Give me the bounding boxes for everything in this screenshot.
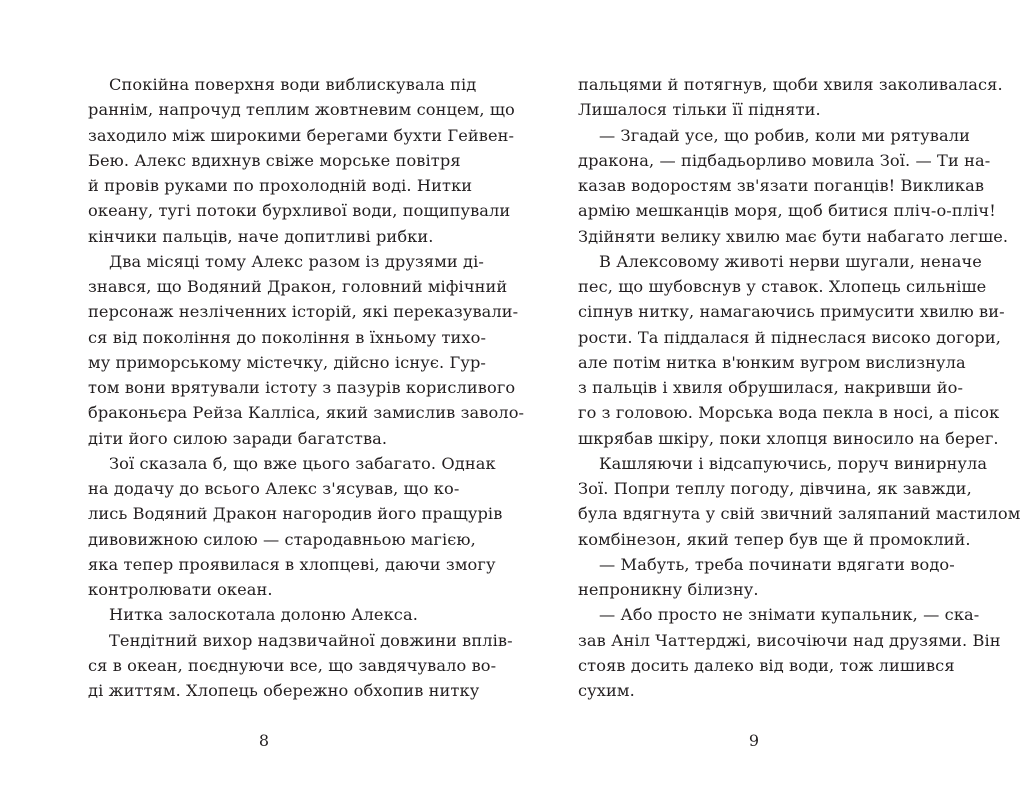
text-line: яка тепер проявилася в хлопцеві, даючи змогу	[88, 554, 496, 574]
text-line: заходило між широкими берегами бухти Гейвен-	[88, 125, 515, 145]
right-page-text	[578, 72, 1021, 703]
text-line: сухим.	[578, 681, 635, 700]
text-line: ся від покоління до покоління в їхньому тихо-	[88, 327, 487, 347]
paragraph	[88, 72, 515, 249]
text-line: — Мабуть, треба починати вдягати водо-	[599, 554, 955, 574]
text-line: Лишалося тільки її підняти.	[578, 100, 821, 120]
text-line: стояв досить далеко від води, тож лишився	[578, 655, 955, 675]
paragraph	[88, 249, 525, 451]
text-line: рости. Та піддалася й піднеслася високо догори,	[578, 327, 1002, 347]
text-line: Зої сказала б, що вже цього забагато. Однак	[109, 453, 496, 473]
text-line: том вони врятували істоту з пазурів корисливого	[88, 378, 516, 397]
text-line: дивовижною силою — стародавньою магією,	[88, 529, 476, 549]
left-page-text	[88, 72, 525, 703]
paragraph	[578, 451, 1021, 552]
text-line: армію мешканців моря, щоб битися пліч-о-пліч!	[578, 201, 996, 221]
paragraph	[88, 451, 503, 603]
text-line: — Або просто не знімати купальник, — ска-	[599, 605, 980, 625]
text-line: шкрябав шкіру, поки хлопця виносило на берег.	[578, 428, 999, 448]
text-line: на додачу до всього Алекс з'ясував, що ко-	[88, 479, 460, 498]
paragraph	[578, 602, 1001, 703]
text-line: браконьєра Рейза Калліса, який замислив заволо-	[88, 403, 525, 423]
text-line: Бею. Алекс вдихнув свіже морське повітря	[88, 150, 461, 170]
text-line: Спокійна поверхня води виблискувала під	[109, 75, 477, 94]
text-line: але потім нитка в'юнким вугром вислизнула	[578, 352, 966, 372]
text-line: кінчики пальців, наче допитливі рибки.	[88, 226, 434, 246]
text-line: пальцями й потягнув, щоби хвиля заколивалася.	[578, 75, 1003, 94]
text-line: Два місяці тому Алекс разом із друзями ді-	[109, 251, 484, 271]
paragraph	[88, 628, 513, 704]
text-line: — Згадай усе, що робив, коли ми рятували	[599, 125, 971, 145]
text-line: Тендітний вихор надзвичайної довжини вплів-	[109, 630, 513, 650]
text-line: казав водоростям зв'язати поганців! Викликав	[578, 176, 985, 195]
text-line: лись Водяний Дракон нагородив його пращурів	[88, 504, 503, 524]
text-line: ся в океан, поєднуючи все, що завдячувало во-	[88, 655, 497, 675]
text-line: Нитка залоскотала долоню Алекса.	[109, 605, 418, 625]
text-line: океану, тугі потоки бурхливої води, пощипували	[88, 201, 511, 221]
text-line: ді життям. Хлопець обережно обхопив нитку	[88, 681, 480, 700]
page-number-right: 9	[748, 731, 760, 750]
page-number-left: 8	[258, 731, 270, 750]
paragraph	[578, 552, 955, 603]
text-line: дракона, — підбадьорливо мовила Зої. — Ти на-	[578, 150, 991, 170]
paragraph	[578, 72, 1003, 123]
text-line: контролювати океан.	[88, 580, 273, 599]
text-line: Здійняти велику хвилю має бути набагато легше.	[578, 226, 1009, 246]
paragraph	[578, 249, 1005, 451]
text-line: го з головою. Морська вода пекла в носі, а пісок	[578, 403, 1000, 423]
text-line: діти його силою заради багатства.	[88, 428, 388, 448]
paragraph	[578, 123, 1009, 249]
text-line: В Алексовому животі нерви шугали, неначе	[599, 251, 982, 271]
text-line: знався, що Водяний Дракон, головний міфічний	[88, 277, 508, 296]
text-line: му приморському містечку, дійсно існує. Гур-	[88, 352, 486, 372]
paragraph	[88, 602, 448, 627]
text-line: комбінезон, який тепер був ще й промоклий.	[578, 529, 971, 549]
text-line: раннім, напрочуд теплим жовтневим сонцем, що	[88, 100, 515, 120]
text-line: зав Аніл Чаттерджі, височіючи над друзями. Він	[578, 630, 1001, 650]
text-line: непроникну білизну.	[578, 580, 759, 599]
text-line: Кашляючи і відсапуючись, поруч винирнула	[599, 453, 988, 473]
text-line: з пальців і хвиля обрушилася, накривши йо-	[578, 378, 964, 397]
text-line: сіпнув нитку, намагаючись примусити хвилю ви-	[578, 302, 1005, 322]
text-line: й провів руками по прохолодній воді. Нитки	[88, 176, 473, 195]
text-line: пес, що шубовснув у ставок. Хлопець сильніше	[578, 277, 987, 296]
text-line: персонаж незліченних історій, які переказували-	[88, 302, 519, 322]
text-line: Зої. Попри теплу погоду, дівчина, як завжди,	[578, 479, 972, 498]
text-line: була вдягнута у свій звичний заляпаний мастилом	[578, 504, 1021, 524]
